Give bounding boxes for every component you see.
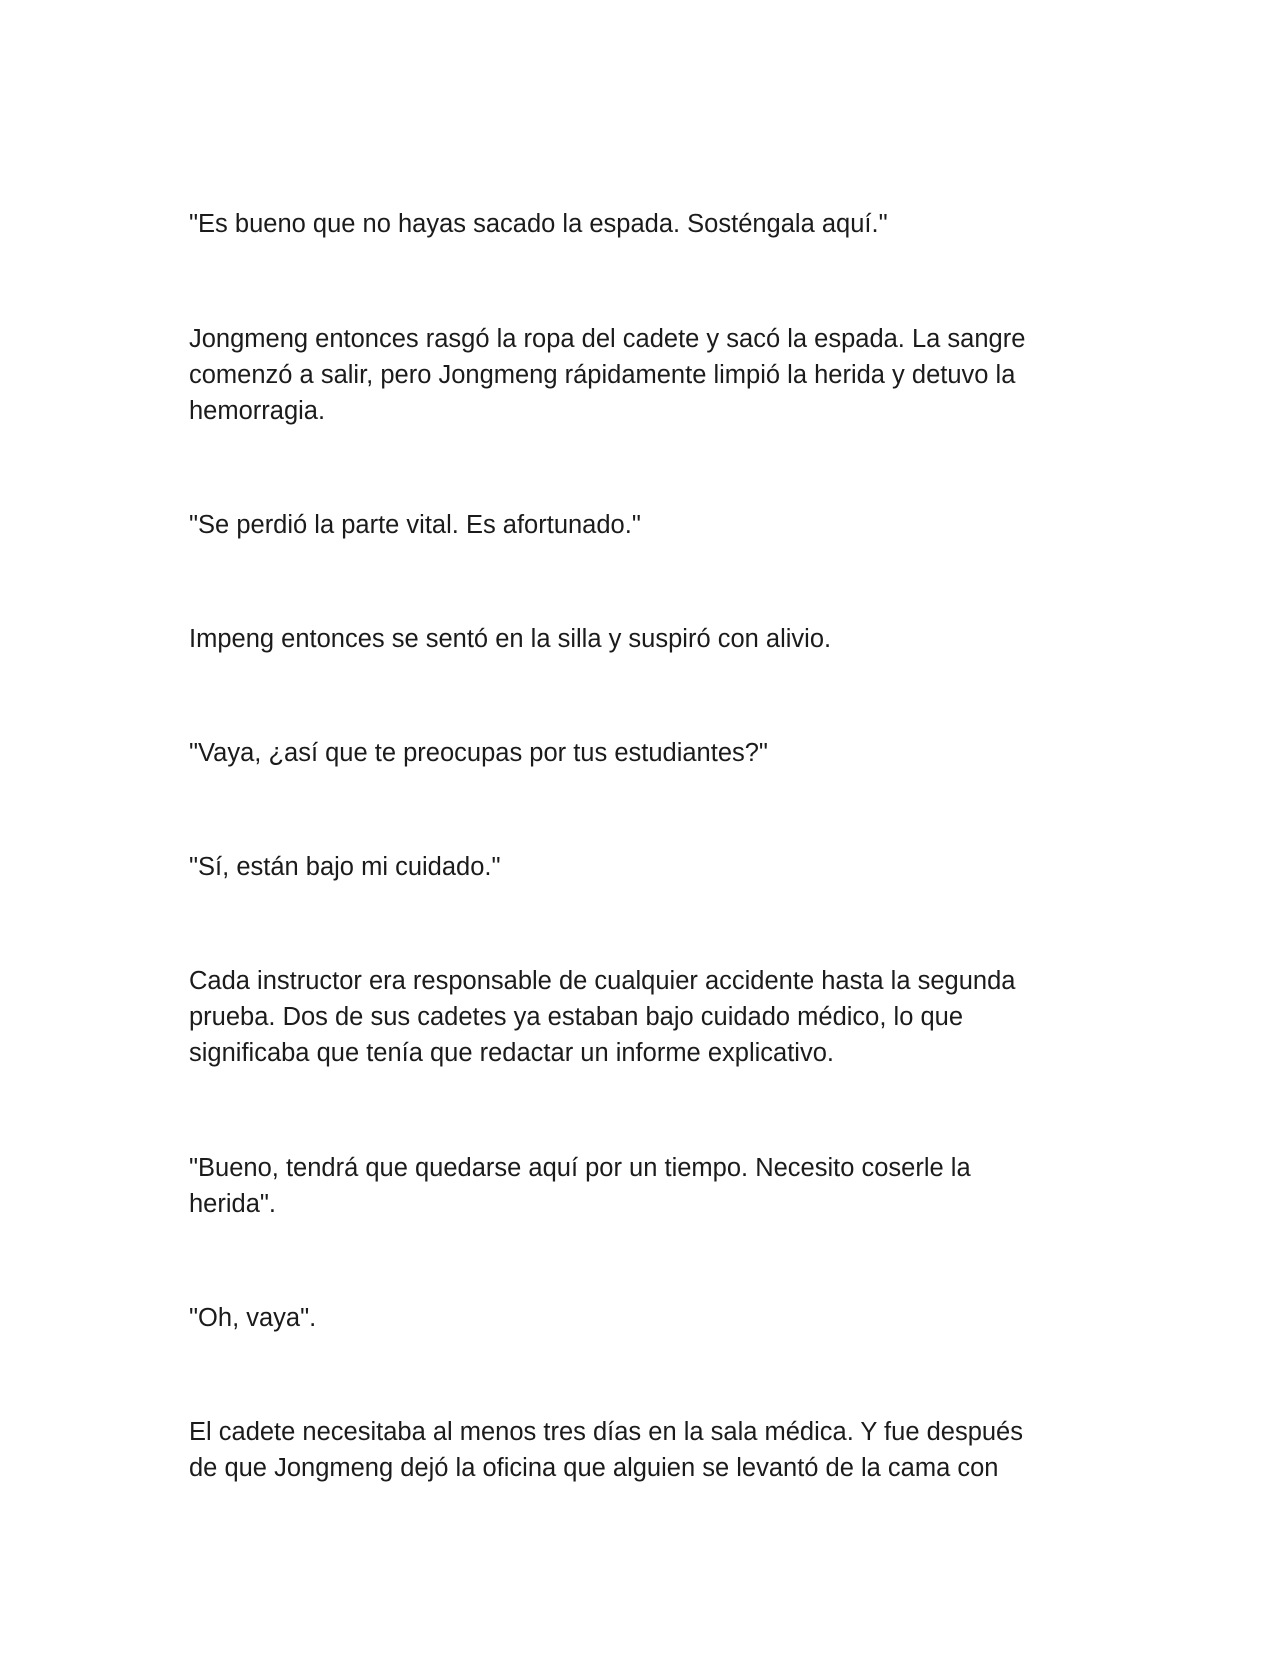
paragraph: El cadete necesitaba al menos tres días en la sala médica. Y fue después de que Jongmeng dejó la oficina que alguien se levantó de la cama con [189,1418,1023,1482]
paragraph: "Vaya, ¿así que te preocupas por tus estudiantes?" [189,739,768,767]
paragraph: Jongmeng entonces rasgó la ropa del cadete y sacó la espada. La sangre comenzó a salir, pero Jongmeng rápidamente limpió la herida y detuvo la hemorragia. [189,325,1026,425]
paragraph: "Bueno, tendrá que quedarse aquí por un tiempo. Necesito coserle la herida". [189,1154,971,1218]
paragraph: "Sí, están bajo mi cuidado." [189,853,501,881]
paragraph: "Es bueno que no hayas sacado la espada. Sosténgala aquí." [189,210,888,238]
paragraph: Impeng entonces se sentó en la silla y suspiró con alivio. [189,625,832,653]
paragraph: "Se perdió la parte vital. Es afortunado." [189,511,641,539]
paragraph: "Oh, vaya". [189,1304,317,1332]
paragraph: Cada instructor era responsable de cualquier accidente hasta la segunda prueba. Dos de sus cadetes ya estaban bajo cuidado médico, lo que significaba que tenía que redactar un informe explicativo. [189,967,1016,1067]
